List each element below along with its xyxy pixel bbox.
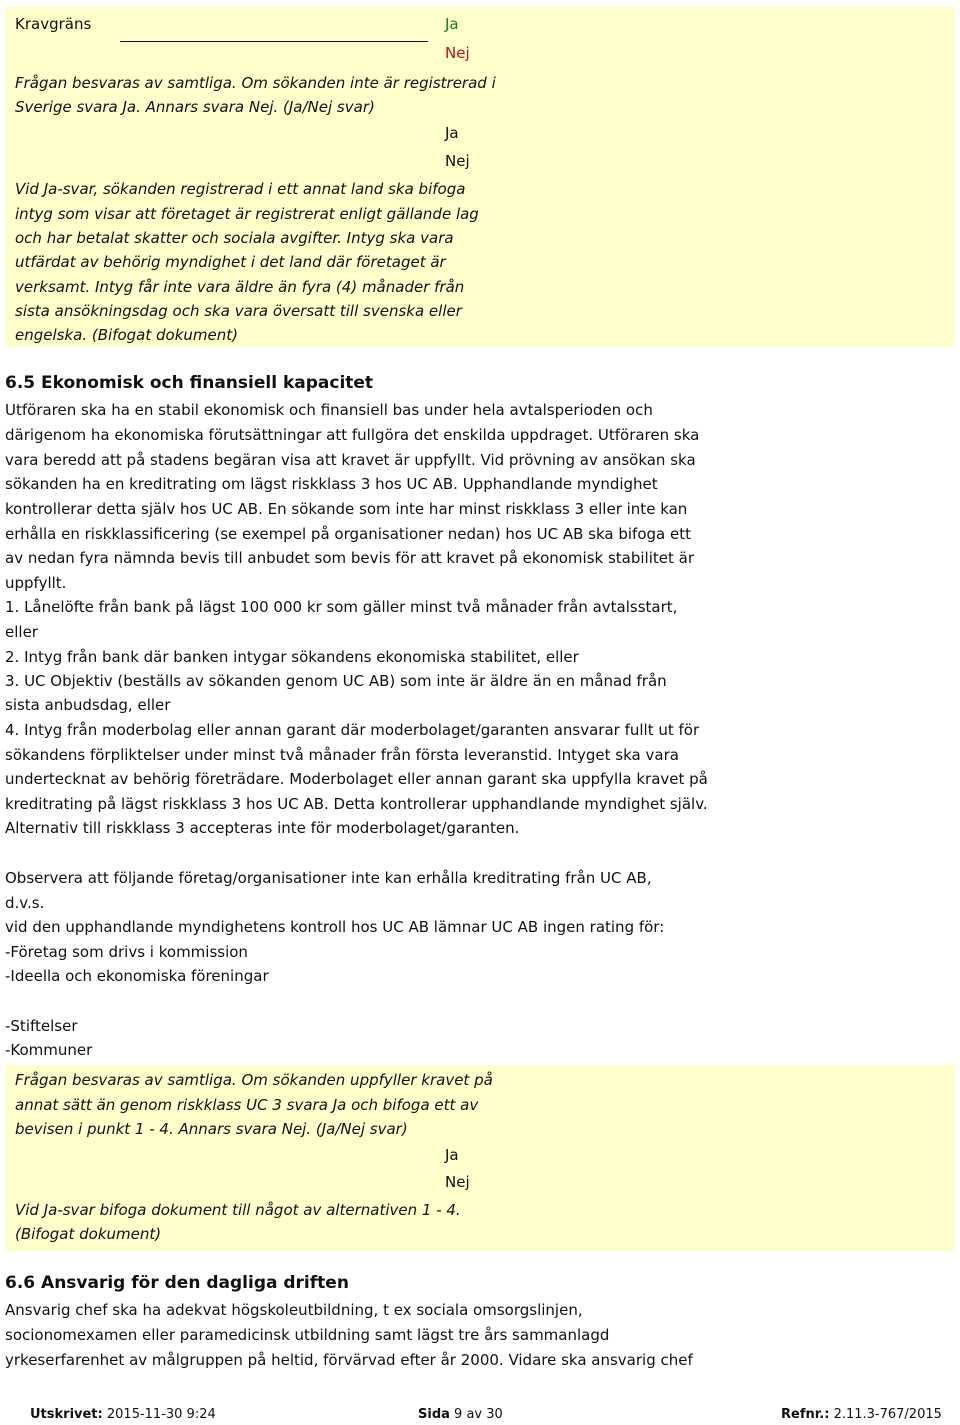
body-text: vid den upphandlande myndighetens kontroll hos UC AB lämnar UC AB ingen rating för: — [5, 918, 665, 936]
section-heading: 6.6 Ansvarig för den dagliga driften — [5, 1273, 349, 1293]
answer-no-option[interactable]: Nej — [445, 44, 470, 62]
footer-page-of: av — [466, 1407, 483, 1422]
answer-no-option[interactable]: Nej — [445, 1173, 470, 1191]
list-item: 3. UC Objektiv (beställs av sökanden genom UC AB) som inte är äldre än en månad från — [5, 672, 667, 690]
answer-yes-option[interactable]: Ja — [445, 1146, 459, 1164]
list-item: eller — [5, 623, 38, 641]
footer-page-current: 9 — [454, 1407, 463, 1422]
body-text: av nedan fyra nämnda bevis till anbudet som bevis för att kravet på ekonomisk stabilitet är — [5, 549, 695, 567]
body-text: Utföraren ska ha en stabil ekonomisk och finansiell bas under hela avtalsperioden och — [5, 401, 653, 419]
footer-ref-value: 2.11.3-767/2015 — [833, 1407, 942, 1422]
list-item: -Stiftelser — [5, 1017, 78, 1035]
requirement-box-registration — [5, 7, 955, 347]
instruction-text: utfärdat av behörig myndighet i det land där företaget är — [15, 253, 446, 271]
answer-no-option[interactable]: Nej — [445, 152, 470, 170]
footer-page-total: 30 — [486, 1407, 503, 1422]
footer-page — [418, 1406, 503, 1424]
list-item: 2. Intyg från bank där banken intygar sökandens ekonomiska stabilitet, eller — [5, 648, 579, 666]
footer-ref-label: Refnr.: — [781, 1407, 830, 1422]
instruction-text: verksamt. Intyg får inte vara äldre än fyra (4) månader från — [15, 278, 465, 296]
instruction-text: Vid Ja-svar, sökanden registrerad i ett annat land ska bifoga — [15, 180, 466, 198]
list-item: undertecknat av behörig företrädare. Moderbolaget eller annan garant ska uppfylla kravet på — [5, 770, 708, 788]
footer-printed-label: Utskrivet: — [30, 1407, 103, 1422]
instruction-text: Vid Ja-svar bifoga dokument till något av alternativen 1 - 4. — [15, 1201, 461, 1219]
question-text: annat sätt än genom riskklass UC 3 svara Ja och bifoga ett av — [15, 1096, 479, 1114]
body-text: uppfyllt. — [5, 574, 67, 592]
footer-printed — [30, 1406, 216, 1424]
body-text: Ansvarig chef ska ha adekvat högskoleutbildning, t ex sociala omsorgslinjen, — [5, 1301, 583, 1319]
body-text: d.v.s. — [5, 894, 45, 912]
body-text: Observera att följande företag/organisationer inte kan erhålla kreditrating från UC AB, — [5, 869, 652, 887]
question-text: Sverige svara Ja. Annars svara Nej. (Ja/Nej svar) — [15, 98, 375, 116]
body-text: vara beredd att på stadens begäran visa att kravet är uppfyllt. Vid prövning av ansökan ska — [5, 451, 696, 469]
list-item: 4. Intyg från moderbolag eller annan garant där moderbolaget/garanten ansvarar fullt ut för — [5, 721, 700, 739]
body-text: sökanden ha en kreditrating om lägst riskklass 3 hos UC AB. Upphandlande myndighet — [5, 475, 658, 493]
body-text: yrkeserfarenhet av målgruppen på heltid, förvärvad efter år 2000. Vidare ska ansvarig chef — [5, 1351, 693, 1369]
list-item: 1. Lånelöfte från bank på lägst 100 000 kr som gäller minst två månader från avtalsstart, — [5, 598, 678, 616]
body-text: kontrollerar detta själv hos UC AB. En sökande som inte har minst riskklass 3 eller inte kan — [5, 500, 688, 518]
instruction-text: engelska. (Bifogat dokument) — [15, 326, 238, 344]
instruction-text: intyg som visar att företaget är registrerat enligt gällande lag — [15, 205, 479, 223]
instruction-text: och har betalat skatter och sociala avgifter. Intyg ska vara — [15, 229, 454, 247]
requirement-label: Kravgräns — [15, 15, 92, 33]
label-underline — [120, 41, 428, 42]
body-text: erhålla en riskklassificering (se exempel på organisationer nedan) hos UC AB ska bifoga ett — [5, 525, 691, 543]
question-text: bevisen i punkt 1 - 4. Annars svara Nej. (Ja/Nej svar) — [15, 1120, 408, 1138]
body-text: därigenom ha ekonomiska förutsättningar att fullgöra det enskilda uppdraget. Utföraren ska — [5, 426, 700, 444]
instruction-text: (Bifogat dokument) — [15, 1225, 162, 1243]
list-item: sökandens förpliktelser under minst två månader från första leveranstid. Intyget ska vara — [5, 746, 679, 764]
footer-printed-value: 2015-11-30 9:24 — [106, 1407, 216, 1422]
list-item: -Ideella och ekonomiska föreningar — [5, 967, 269, 985]
list-item: -Företag som drivs i kommission — [5, 943, 248, 961]
list-item: kreditrating på lägst riskklass 3 hos UC AB. Detta kontrollerar upphandlande myndighet själv. — [5, 795, 708, 813]
list-item: sista anbudsdag, eller — [5, 696, 171, 714]
answer-yes-option[interactable]: Ja — [445, 124, 459, 142]
list-item: Alternativ till riskklass 3 accepteras inte för moderbolaget/garanten. — [5, 819, 520, 837]
question-text: Frågan besvaras av samtliga. Om sökanden inte är registrerad i — [15, 74, 496, 92]
question-text: Frågan besvaras av samtliga. Om sökanden uppfyller kravet på — [15, 1071, 493, 1089]
requirement-box-financial — [5, 1065, 955, 1251]
footer-ref — [781, 1406, 942, 1424]
section-heading: 6.5 Ekonomisk och finansiell kapacitet — [5, 373, 374, 393]
list-item: -Kommuner — [5, 1041, 93, 1059]
instruction-text: sista ansökningsdag och ska vara översatt till svenska eller — [15, 302, 462, 320]
footer-page-label: Sida — [418, 1407, 450, 1422]
body-text: socionomexamen eller paramedicinsk utbildning samt lägst tre års sammanlagd — [5, 1326, 610, 1344]
answer-yes-option[interactable]: Ja — [445, 15, 459, 33]
